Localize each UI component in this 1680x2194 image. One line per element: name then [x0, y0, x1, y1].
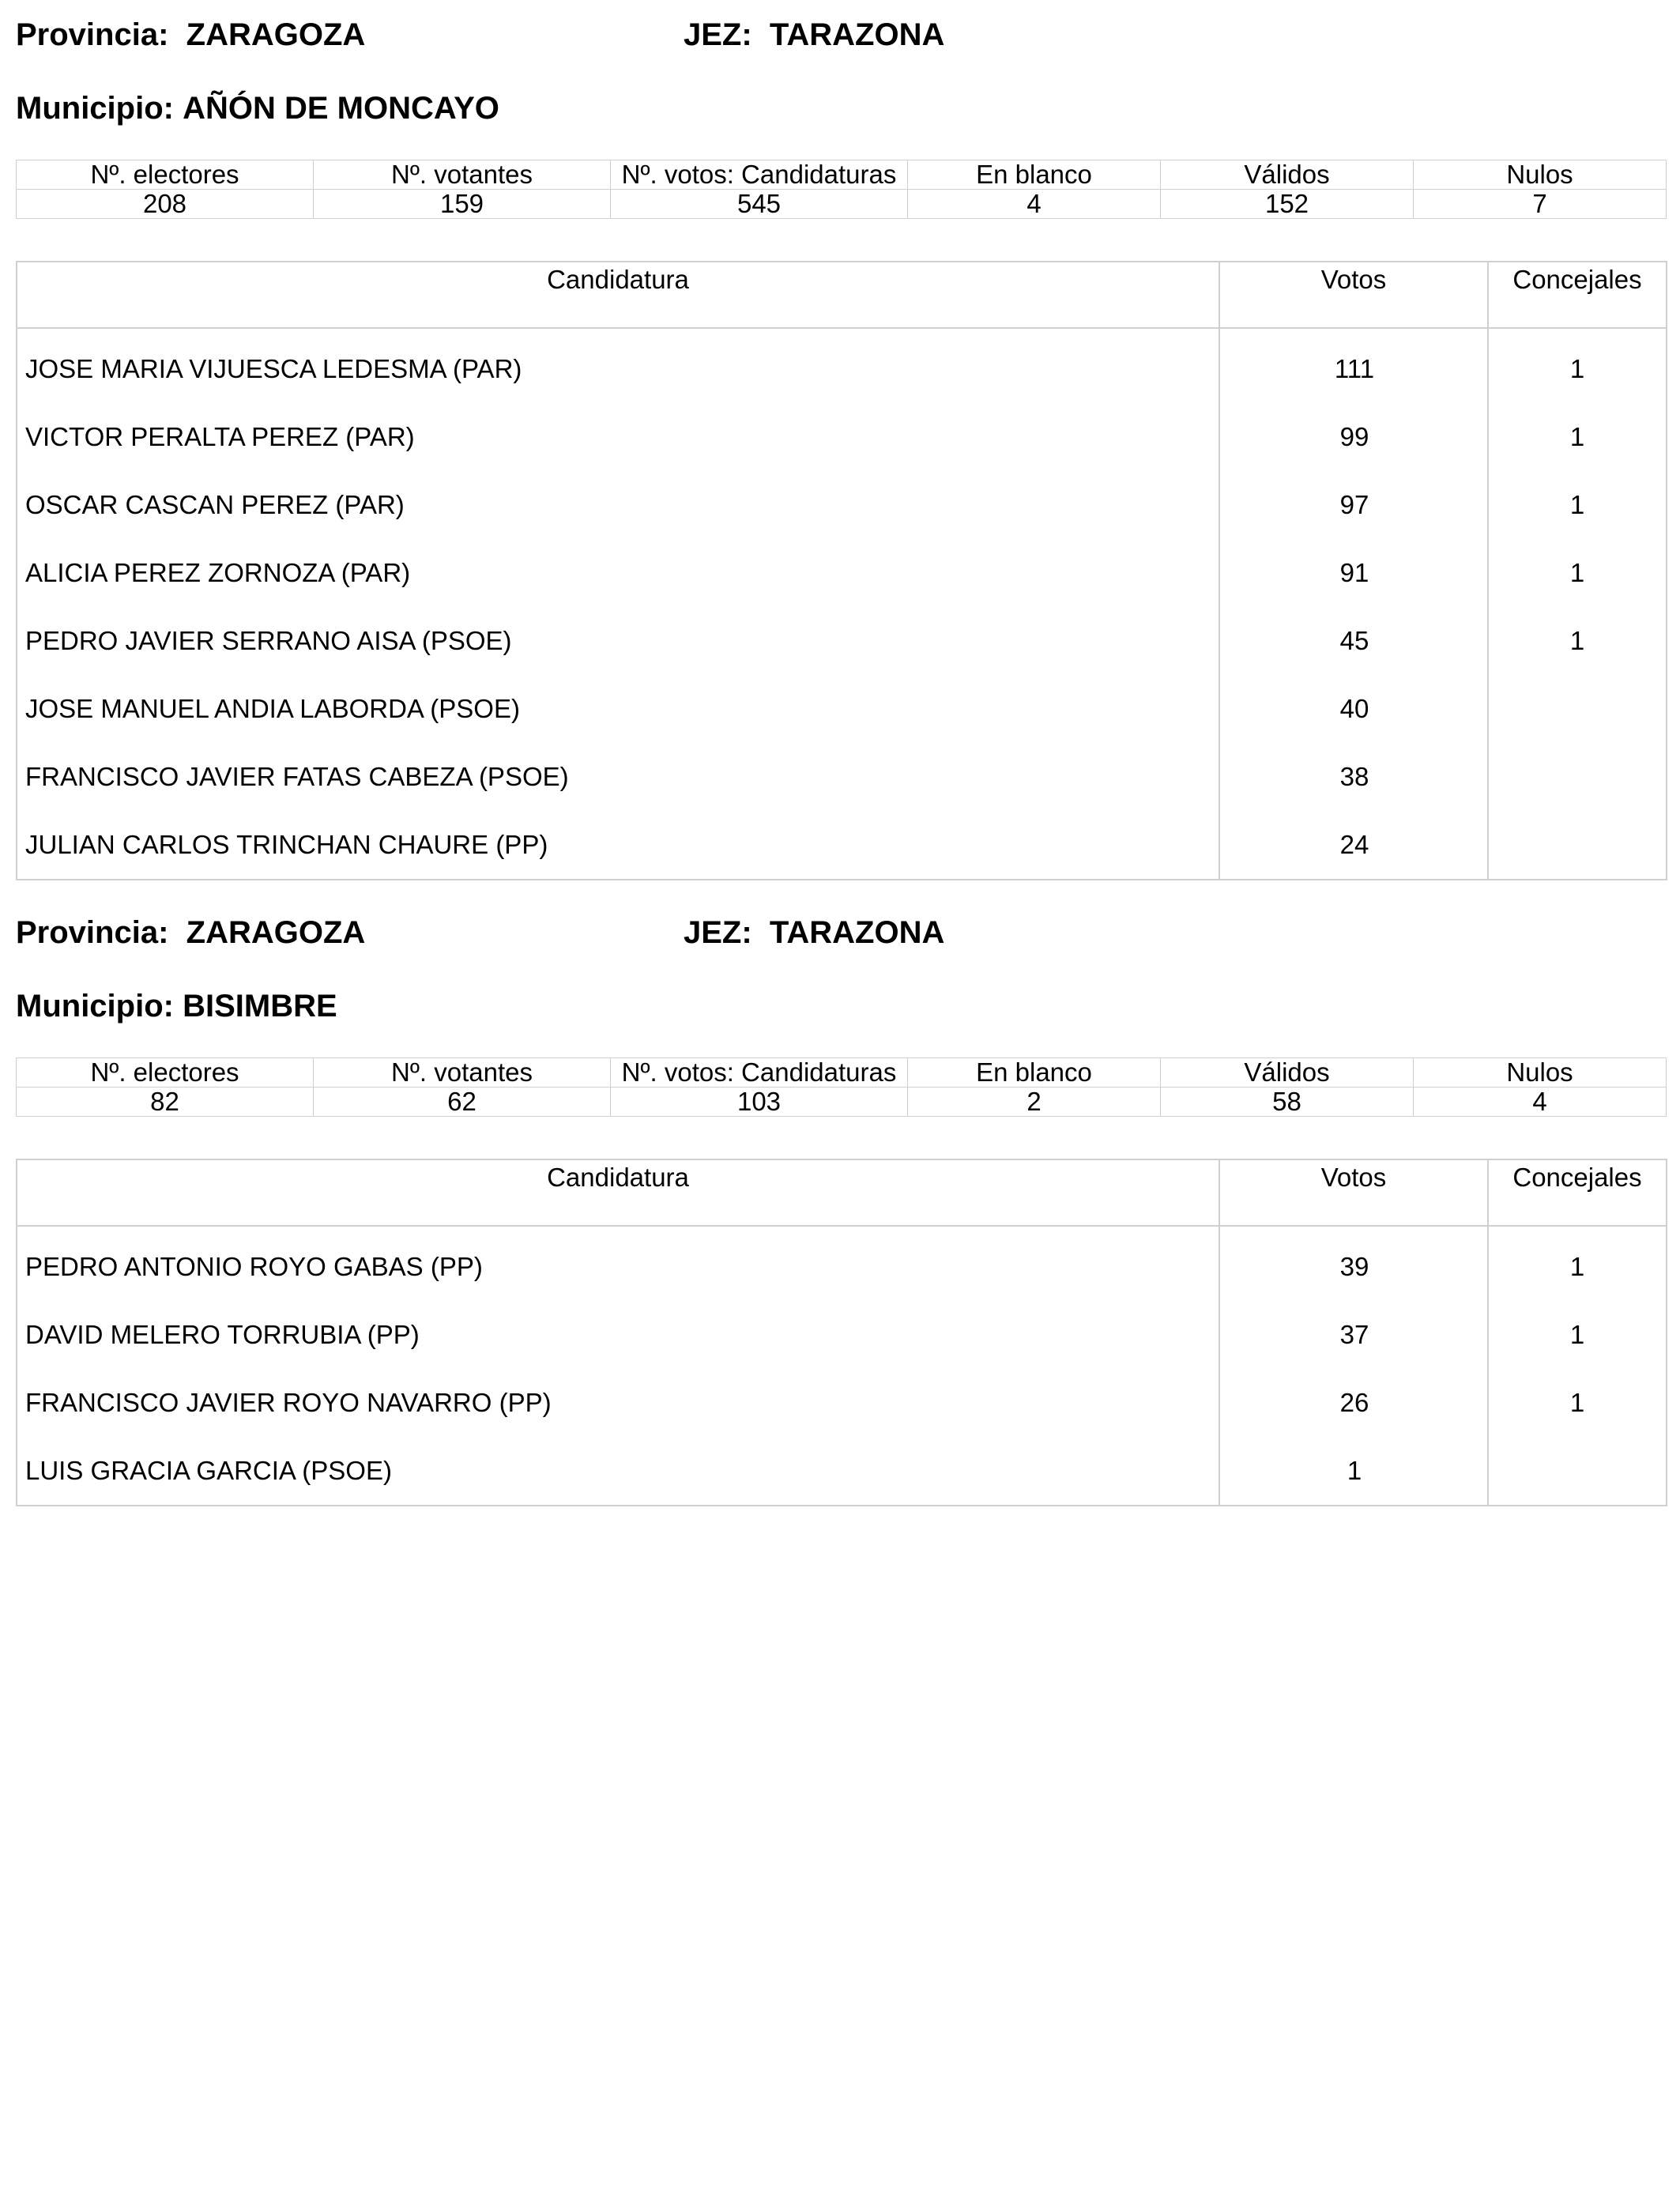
candidates-table [16, 261, 1667, 880]
summary-value-cell: 82 [17, 1088, 314, 1117]
candidate-name: OSCAR CASCAN PEREZ (PAR) [25, 490, 405, 519]
summary-value-cell: 159 [314, 190, 611, 219]
candidate-name: PEDRO ANTONIO ROYO GABAS (PP) [25, 1252, 483, 1281]
candidate-row [17, 1369, 1666, 1437]
candidates-body [17, 1227, 1666, 1505]
candidate-concejales [1489, 675, 1666, 743]
provincia-label: Provincia: [16, 915, 169, 950]
municipio-label: Municipio: [16, 989, 174, 1023]
candidate-concejales [1489, 1437, 1666, 1505]
column-divider [1487, 262, 1489, 879]
provincia-value: ZARAGOZA [186, 915, 366, 950]
summary-header-cell: Nº. electores [17, 160, 314, 190]
summary-value-cell: 58 [1161, 1088, 1414, 1117]
municipio-value: BISIMBRE [183, 989, 337, 1023]
summary-value-cell: 7 [1414, 190, 1667, 219]
column-divider [1219, 1160, 1220, 1505]
candidate-concejales: 1 [1569, 422, 1585, 451]
candidate-name: PEDRO JAVIER SERRANO AISA (PSOE) [25, 626, 512, 655]
candidate-name: DAVID MELERO TORRUBIA (PP) [25, 1320, 420, 1349]
header-concejales: Concejales [1512, 265, 1642, 294]
summary-value-row [17, 1088, 1667, 1117]
summary-value-cell: 4 [1414, 1088, 1667, 1117]
summary-header-cell: Nº. votos: Candidaturas [611, 160, 908, 190]
candidate-votes: 1 [1347, 1456, 1362, 1485]
municipio-value: AÑÓN DE MONCAYO [183, 91, 499, 126]
candidate-concejales [1489, 811, 1666, 879]
candidate-row [17, 539, 1666, 607]
jez-line [684, 915, 944, 951]
candidate-name: FRANCISCO JAVIER ROYO NAVARRO (PP) [25, 1388, 552, 1417]
jez-value: TARAZONA [769, 915, 945, 950]
header-votos: Votos [1320, 265, 1387, 294]
column-divider [1219, 262, 1220, 879]
candidate-name: ALICIA PEREZ ZORNOZA (PAR) [25, 558, 411, 587]
candidate-row [17, 335, 1666, 403]
candidate-votes: 39 [1339, 1252, 1369, 1281]
provincia-line [16, 915, 365, 951]
summary-table [16, 1057, 1667, 1117]
summary-value-cell: 2 [908, 1088, 1161, 1117]
summary-header-cell: Nº. votantes [314, 160, 611, 190]
summary-value-cell: 4 [908, 190, 1161, 219]
candidate-row [17, 675, 1666, 743]
candidate-row [17, 743, 1666, 811]
column-divider [1487, 1160, 1489, 1505]
candidate-row [17, 1301, 1666, 1369]
summary-header-cell: Válidos [1161, 160, 1414, 190]
candidates-table [16, 1159, 1667, 1506]
summary-value-cell: 545 [611, 190, 908, 219]
candidate-votes: 40 [1339, 694, 1369, 723]
candidates-header [17, 262, 1666, 329]
candidate-row [17, 607, 1666, 675]
summary-header-cell: Nulos [1414, 160, 1667, 190]
summary-value-cell: 62 [314, 1088, 611, 1117]
summary-header-cell: Válidos [1161, 1058, 1414, 1088]
candidate-row [17, 471, 1666, 539]
candidate-votes: 38 [1339, 762, 1369, 791]
summary-table [16, 160, 1667, 219]
header-votos: Votos [1320, 1163, 1387, 1192]
municipio-line [16, 989, 337, 1024]
candidate-concejales: 1 [1569, 490, 1585, 519]
header-candidatura: Candidatura [547, 1163, 689, 1192]
summary-header-cell: En blanco [908, 160, 1161, 190]
candidate-votes: 45 [1339, 626, 1369, 655]
municipio-line [16, 91, 499, 126]
candidate-name: FRANCISCO JAVIER FATAS CABEZA (PSOE) [25, 762, 569, 791]
header-concejales: Concejales [1512, 1163, 1642, 1192]
candidate-votes: 91 [1339, 558, 1369, 587]
candidate-concejales: 1 [1569, 1320, 1585, 1349]
jez-label: JEZ: [684, 915, 752, 950]
candidate-name: JOSE MANUEL ANDIA LABORDA (PSOE) [25, 694, 520, 723]
candidate-concejales: 1 [1569, 1252, 1585, 1281]
candidate-votes: 99 [1339, 422, 1369, 451]
candidate-row [17, 1233, 1666, 1301]
candidate-row [17, 1437, 1666, 1505]
candidate-votes: 37 [1339, 1320, 1369, 1349]
candidate-votes: 24 [1339, 830, 1369, 859]
jez-label: JEZ: [684, 17, 752, 52]
summary-value-cell: 103 [611, 1088, 908, 1117]
summary-value-cell: 208 [17, 190, 314, 219]
summary-header-cell: Nº. votos: Candidaturas [611, 1058, 908, 1088]
summary-header-cell: Nº. votantes [314, 1058, 611, 1088]
jez-value: TARAZONA [769, 17, 945, 52]
candidate-concejales: 1 [1569, 558, 1585, 587]
summary-header-cell: Nulos [1414, 1058, 1667, 1088]
provincia-value: ZARAGOZA [186, 17, 366, 52]
candidates-header [17, 1160, 1666, 1227]
candidate-votes: 97 [1339, 490, 1369, 519]
candidate-row [17, 403, 1666, 471]
header-candidatura: Candidatura [547, 265, 689, 294]
candidate-votes: 26 [1339, 1388, 1369, 1417]
summary-header-row [17, 160, 1667, 190]
summary-value-row [17, 190, 1667, 219]
candidate-name: JOSE MARIA VIJUESCA LEDESMA (PAR) [25, 354, 522, 383]
candidate-name: LUIS GRACIA GARCIA (PSOE) [25, 1456, 392, 1485]
summary-value-cell: 152 [1161, 190, 1414, 219]
candidate-name: JULIAN CARLOS TRINCHAN CHAURE (PP) [25, 830, 548, 859]
candidates-body [17, 329, 1666, 879]
candidate-votes: 111 [1334, 354, 1375, 383]
candidate-concejales: 1 [1569, 1388, 1585, 1417]
summary-header-cell: En blanco [908, 1058, 1161, 1088]
summary-header-cell: Nº. electores [17, 1058, 314, 1088]
candidate-name: VICTOR PERALTA PEREZ (PAR) [25, 422, 415, 451]
provincia-label: Provincia: [16, 17, 169, 52]
candidate-concejales: 1 [1569, 626, 1585, 655]
jez-line [684, 17, 944, 53]
provincia-line [16, 17, 365, 53]
municipio-label: Municipio: [16, 91, 174, 126]
candidate-concejales [1489, 743, 1666, 811]
candidate-row [17, 811, 1666, 879]
candidate-concejales: 1 [1569, 354, 1585, 383]
summary-header-row [17, 1058, 1667, 1088]
